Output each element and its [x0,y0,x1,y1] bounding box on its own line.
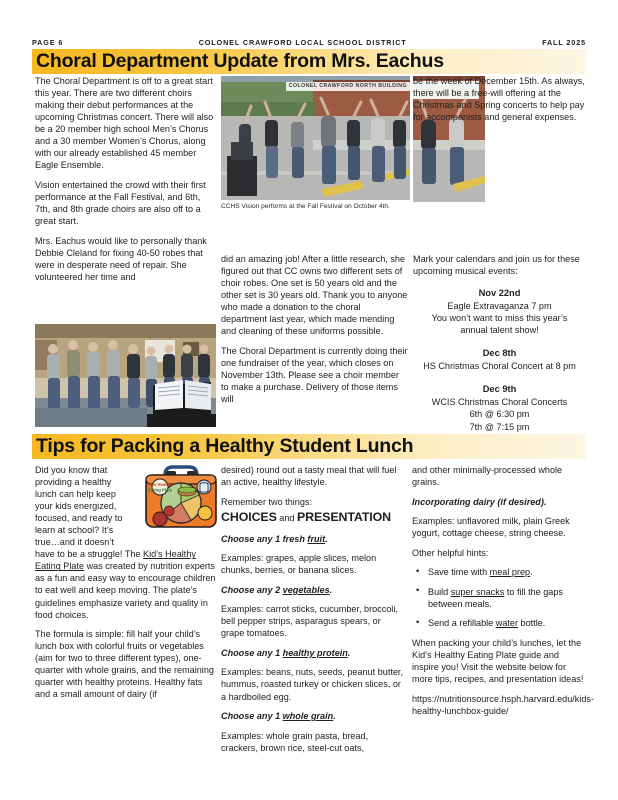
hint-text: Build [428,586,451,597]
choices-word: CHOICES [221,509,277,524]
protein-examples: Examples: beans, nuts, seeds, peanut butter, hummus, roasted turkey or chicken slices, or a hardboiled egg. [221,667,403,702]
lunchbox-label-line2: Eating Plate [148,487,172,493]
choral-paragraph: Mrs. Eachus would like to personally thank Debbie Cleland for fixing 40-50 robes that were in desperate need of repair. She volunteered her time and [35,235,207,282]
choral-paragraph: did an amazing job! After a little research, she figured out that CC owns two different sets of choir robes. One set is 50 years old and the other set is 30 years old. Thank you to anyone who made a donation to the choral department last year, which made mending and cleaning of these uniforms possible. [221,254,408,337]
heading-text: Choose any 1 [221,647,283,658]
building-sign-label [286,82,410,91]
page-number: PAGE 6 [32,38,64,47]
lunchbox-label-line1: Kids Healthy [147,482,173,487]
dairy-heading: Incorporating dairy (if desired). [412,496,547,507]
lunch-column-2 [221,464,403,761]
hint-text: Save time with [428,567,490,578]
remember-intro: Remember two things: [221,496,312,507]
choral-paragraph: Vision entertained the crowd with their first performance at the Fall Festival, and 6th, 7th, and 8th grade choirs are also off to a great start. [35,179,206,227]
heading-period: . [347,647,351,658]
hint-text: to fill the gaps between meals. [428,586,563,609]
lunch-column-1 [35,464,216,708]
event-detail: Eagle Extravaganza 7 pm [447,301,552,312]
event-entry [413,347,586,372]
closing-paragraph: When packing your child’s lunches, let the Kid’s Healthy Eating Plate guide and inspire you! Visit the website below for more tips, recipes, and presentation ideas! [412,637,584,685]
vegetables-heading [221,584,403,596]
vegetables-examples: Examples: carrot sticks, cucumber, broccoli, bell pepper strips, asparagus spears, or grape tomatoes. [221,604,398,639]
whole-grain-keyword: whole grain [282,711,334,722]
photo-artwork [35,324,216,427]
choral-paragraph: The Choral Department is off to a great start this year. There are two different choirs making their debut performances at the upcoming Christmas concert. There will also be a 20 member high school Men’s Chorus and a 30 member Women’s Chorus, along with our already established 45 member Eagle Ensemble. [35,76,214,171]
hint-text: . [530,567,533,578]
photo-caption: CCHS Vision performs at the Fall Festival on October 4th. [221,203,390,210]
heading-text: Choose any 2 [221,584,283,595]
event-date: Nov 22nd [478,288,521,299]
event-detail: 6th @ 6:30 pm [469,409,530,420]
protein-heading [221,647,403,659]
fruit-heading [221,533,403,545]
lunch-paragraph: The formula is simple: fill half your child’s lunch box with colorful fruits or vegetables (aim for two to three different types), one-quarter with whole grains, and the remaining quarter with healthy proteins. Healthy fats and a small amount of dairy (if [35,629,214,700]
hints-intro: Other helpful hints: [412,547,489,558]
protein-keyword: healthy protein [282,647,348,658]
fruit-keyword: fruit [307,533,326,544]
helpful-hints-list [412,566,588,629]
list-item [428,617,588,629]
choral-section-title: Choral Department Update from Mrs. Eachus [36,49,444,72]
resource-url[interactable]: https://nutritionsource.hsph.harvard.edu/kids-healthy-lunchbox-guide/ [412,693,594,716]
heading-text: Choose any 1 fresh [221,533,308,544]
upcoming-events-block [413,253,586,456]
choir-rehearsal-photo [35,324,216,427]
choral-paragraph: The Choral Department is currently doing their one fundraiser of the year, which closes on November 13th. Please see a choir member to make a purchase. Delivery of those items will [221,345,408,405]
healthy-eating-plate-link[interactable]: Kid’s Healthy Eating Plate [35,549,196,572]
lunch-paragraph: desired) round out a tasty meal that will fuel an active, healthy lifestyle. [221,465,397,488]
dairy-examples: Examples: unflavored milk, plain Greek yogurt, cottage cheese, string cheese. [412,516,570,539]
photo-artwork [221,76,410,200]
choral-section-banner [32,49,586,74]
hint-text: Send a refillable [428,618,496,629]
event-date: Dec 9th [482,384,517,395]
heading-period: . [329,584,333,595]
vision-performance-photo [221,76,410,200]
heading-period: . [325,533,328,544]
choral-paragraph: be the week of December 15th. As always, there will be a free-will offering at the Christmas and Spring concerts to help pay for accompanists and general expenses. [413,76,585,123]
lunch-paragraph: and other minimally-processed whole grains. [412,465,563,488]
event-date: Dec 8th [482,348,517,359]
event-entry [413,287,586,336]
vegetables-keyword: vegetables [282,584,330,595]
lunch-section-title: Tips for Packing a Healthy Student Lunch [36,434,414,457]
whole-grain-examples: Examples: whole grain pasta, bread, crackers, brown rice, steel-cut oats, [221,730,369,753]
whole-grain-heading [221,710,403,722]
lunch-column-3 [412,464,594,724]
event-detail: WCIS Christmas Choral Concerts [431,397,568,408]
presentation-word: PRESENTATION [297,509,392,524]
district-name: COLONEL CRAWFORD LOCAL SCHOOL DISTRICT [198,38,407,47]
list-item [428,586,588,610]
events-intro: Mark your calendars and join us for these upcoming musical events: [413,254,580,277]
choral-column-1 [35,75,215,290]
hint-text: bottle. [518,618,546,629]
event-detail: You won’t want to miss this year’s [431,313,568,324]
lunch-text: Did you know that providing a healthy lunch can help keep your kids energized, focused, and ready to learn at school? It’s true…and it doesn’t have to be a struggle! The [35,465,144,560]
choices-presentation-heading [221,511,403,525]
and-word: and [276,512,297,523]
issue-date: FALL 2025 [542,38,586,47]
event-detail: HS Christmas Choral Concert at 8 pm [423,361,576,372]
choral-column-3 [413,75,586,131]
building-sign-text: COLONEL CRAWFORD NORTH BUILDING [288,83,407,89]
fruit-examples: Examples: grapes, apple slices, melon chunks, berries, or banana slices. [221,553,377,576]
running-head [32,38,586,47]
heading-text: Choose any 1 [221,711,283,722]
lunch-text: was created by nutrition experts as a fun and easy way to encourage children to eat well and keep moving. The plate’s guidelines emphasize variety and quality in food choices. [35,561,216,620]
water-keyword: water [495,618,518,629]
illustration-wrap-spacer [130,464,216,538]
meal-prep-keyword: meal prep [489,567,531,578]
list-item [428,566,588,578]
heading-period: . [333,711,336,722]
choral-column-2 [221,253,409,413]
super-snacks-keyword: super snacks [450,586,505,597]
lunch-section-banner [32,434,586,459]
event-detail: 7th @ 7:15 pm [469,421,530,432]
event-detail: annual talent show! [460,325,539,336]
